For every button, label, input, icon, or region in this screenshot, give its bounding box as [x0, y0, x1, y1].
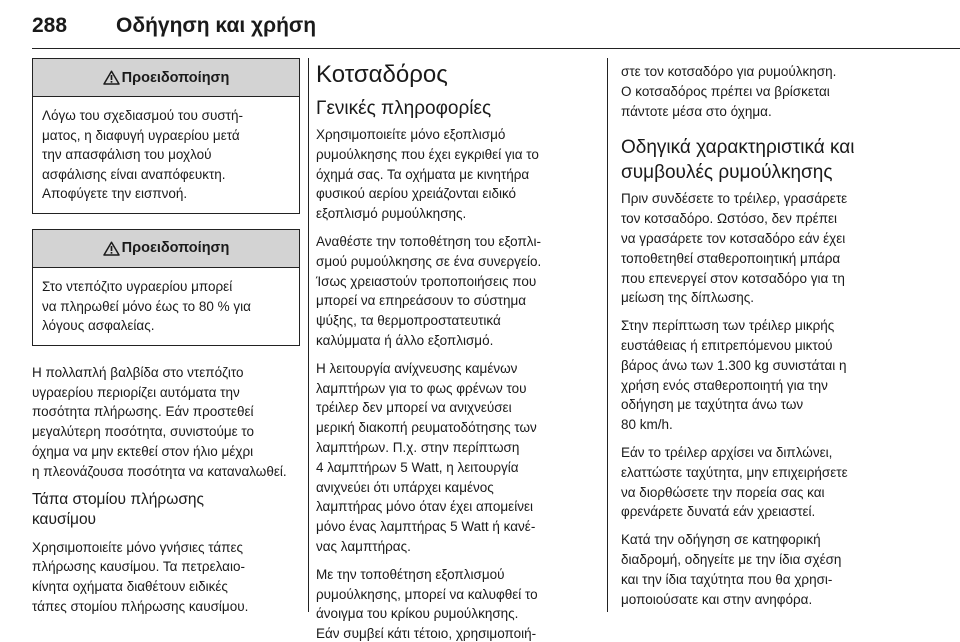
chapter-title: Κοτσαδόρος [316, 61, 448, 88]
text-line: χρήση ενός σταθεροποιητή για την [621, 377, 828, 393]
text-line: να γρασάρετε τον κοτσαδόρο εάν έχει [621, 230, 846, 246]
text-line: λόγους ασφαλείας. [42, 318, 155, 334]
text-line: τάπες στομίου πλήρωσης καυσίμου. [32, 598, 249, 614]
text-line: μείωση της δίπλωσης. [621, 290, 755, 306]
paragraph [621, 530, 939, 609]
text-line: στε τον κοτσαδόρο για ρυμούλκηση. [621, 64, 837, 79]
text-line: τοποθετηθεί σταθεροποιητική μπάρα [621, 250, 841, 266]
text-line: οδήγηση με ταχύτητα άνω των [621, 397, 804, 413]
text-line: τον κοτσαδόρο. Ωστόσο, δεν πρέπει [621, 211, 838, 227]
text-line: Κατά την οδήγηση σε κατηφορική [621, 532, 821, 548]
header-rule [32, 48, 960, 49]
section-title: Γενικές πληροφορίες [316, 98, 492, 119]
text-line: φυσικού αερίου χρειάζονται ειδικό [316, 186, 517, 202]
text-line: Στο ντεπόζιτο υγραερίου μπορεί [42, 278, 233, 294]
running-title: Οδήγηση και χρήση [116, 14, 317, 37]
paragraph [621, 189, 939, 308]
warning-text [33, 97, 299, 213]
paragraph [621, 62, 939, 121]
text-line: 80 km/h. [621, 417, 673, 433]
text-line: λαμπτήρας μόνο όταν έχει απομείνει [316, 499, 533, 515]
text-line: μερική διακοπή ρευματοδότησης των [316, 420, 537, 436]
text-line: 4 λαμπτήρων 5 Watt, η λειτουργία [316, 459, 519, 475]
text-line: μοποιούσατε και στην ανηφόρα. [621, 591, 813, 607]
warning-header [33, 59, 299, 97]
text-line: Με την τοποθέτηση εξοπλισμού [316, 566, 505, 582]
column-3 [621, 58, 939, 617]
column-divider [607, 58, 608, 612]
text-line: Εάν το τρέιλερ αρχίσει να διπλώνει, [621, 444, 833, 460]
text-line: Λόγω του σχεδιασμού του συστή- [42, 108, 244, 123]
text-line: την απασφάλιση του μοχλού [42, 147, 212, 163]
subsection-heading: Τάπα στομίου πλήρωσης καυσίμου [32, 490, 204, 528]
text-line: όχημά σας. Τα οχήματα με κινητήρα [316, 166, 530, 182]
text-line: Εάν συμβεί κάτι τέτοιο, χρησιμοποιή- [316, 626, 537, 642]
warning-triangle-icon [103, 241, 120, 256]
text-line: ποσότητα πλήρωσης. Εάν προστεθεί [32, 404, 254, 420]
text-line: ρυμούλκησης, μπορεί να καλυφθεί το [316, 586, 538, 602]
page-number: 288 [32, 14, 68, 37]
text-line: Η πολλαπλή βαλβίδα στο ντεπόζιτο [32, 364, 244, 380]
text-line: όχημα να μην εκτεθεί στον ήλιο μέχρι [32, 443, 254, 459]
text-line: μεγαλύτερη ποσότητα, συνιστούμε το [32, 424, 255, 440]
column-2 [316, 58, 596, 642]
text-line: Στην περίπτωση των τρέιλερ μικρής [621, 318, 835, 334]
text-line: φρενάρετε δυνατά εάν χρειαστεί. [621, 504, 816, 520]
warning-box [32, 229, 300, 346]
paragraph [316, 359, 596, 557]
text-line: άνοιγμα του κρίκου ρυμούλκησης. [316, 606, 519, 622]
text-line: ανιχνεύει ότι υπάρχει καμένος [316, 479, 494, 495]
warning-text [33, 268, 299, 345]
text-line: ψύξης, τα θερμοπροστατευτικά [316, 313, 501, 329]
section-title: Οδηγικά χαρακτηριστικά και συμβουλές ρυμούλκησης [621, 137, 855, 184]
warning-header [33, 230, 299, 268]
paragraph [316, 232, 596, 351]
text-line: ασφάλισης είναι αναπόφευκτη. [42, 166, 226, 182]
paragraph [621, 443, 939, 522]
text-line: ματος, η διαφυγή υγραερίου μετά [42, 127, 240, 143]
warning-box [32, 58, 300, 214]
text-line: και την ίδια ταχύτητα που θα χρησι- [621, 571, 833, 587]
paragraph [621, 316, 939, 435]
text-line: να πληρωθεί μόνο έως το 80 % για [42, 298, 251, 314]
paragraph [316, 565, 596, 642]
text-line: λαμπτήρων. Π.χ. στην περίπτωση [316, 439, 520, 455]
text-line: Ίσως χρειαστούν τροποποιήσεις που [316, 273, 537, 289]
text-line: Χρησιμοποιείτε μόνο γνήσιες τάπες [32, 539, 244, 555]
text-line: μόνο ένας λαμπτήρας 5 Watt ή κανέ- [316, 519, 536, 535]
text-line: σμού ρυμούλκησης σε ένα συνεργείο. [316, 253, 542, 269]
column-1 [32, 58, 300, 625]
page-header [32, 6, 316, 46]
text-line: μπορεί να επηρεάσουν το σύστημα [316, 293, 527, 309]
text-line: νας λαμπτήρας. [316, 538, 411, 554]
text-line: η πλεονάζουσα ποσότητα να καταναλωθεί. [32, 463, 287, 479]
text-line: Αποφύγετε την εισπνοή. [42, 186, 188, 202]
paragraph [316, 125, 596, 224]
text-line: τρέιλερ δεν μπορεί να ανιχνεύσει [316, 400, 512, 416]
text-line: κίνητα οχήματα διαθέτουν ειδικές [32, 579, 228, 595]
text-line: Η λειτουργία ανίχνευσης καμένων [316, 360, 518, 376]
warning-title: Προειδοποίηση [121, 69, 230, 86]
text-line: Χρησιμοποιείτε μόνο εξοπλισμό [316, 127, 506, 142]
text-line: να διορθώσετε την πορεία σας και [621, 484, 825, 500]
paragraph [32, 538, 300, 617]
text-line: Πριν συνδέσετε το τρέιλερ, γρασάρετε [621, 191, 848, 207]
text-line: πάντοτε μέσα στο όχημα. [621, 103, 772, 119]
text-line: καλύμματα ή άλλο εξοπλισμό. [316, 332, 494, 348]
text-line: διαδρομή, οδηγείτε με την ίδια σχέση [621, 551, 842, 567]
text-line: που επενεργεί στον κοτσαδόρο για τη [621, 270, 845, 286]
text-line: εξοπλισμό ρυμούλκησης. [316, 206, 467, 222]
warning-title: Προειδοποίηση [121, 240, 230, 257]
text-line: ευστάθειας ή επιτρεπόμενου μικτού [621, 337, 833, 353]
text-line: υγραερίου περιορίζει αυτόματα την [32, 384, 240, 400]
text-line: λαμπτήρων για το φως φρένων του [316, 380, 527, 396]
text-line: Αναθέστε την τοποθέτηση του εξοπλι- [316, 233, 542, 249]
text-line: πλήρωσης καυσίμου. Τα πετρελαιο- [32, 559, 245, 575]
warning-triangle-icon [103, 70, 120, 85]
text-line: Ο κοτσαδόρος πρέπει να βρίσκεται [621, 83, 830, 99]
text-line: βάρος άνω των 1.300 kg συνιστάται η [621, 357, 847, 373]
text-line: ελαττώστε ταχύτητα, μην επιχειρήσετε [621, 464, 848, 480]
text-line: ρυμούλκησης που έχει εγκριθεί για το [316, 146, 539, 162]
column-divider [308, 58, 309, 612]
paragraph [32, 363, 300, 482]
